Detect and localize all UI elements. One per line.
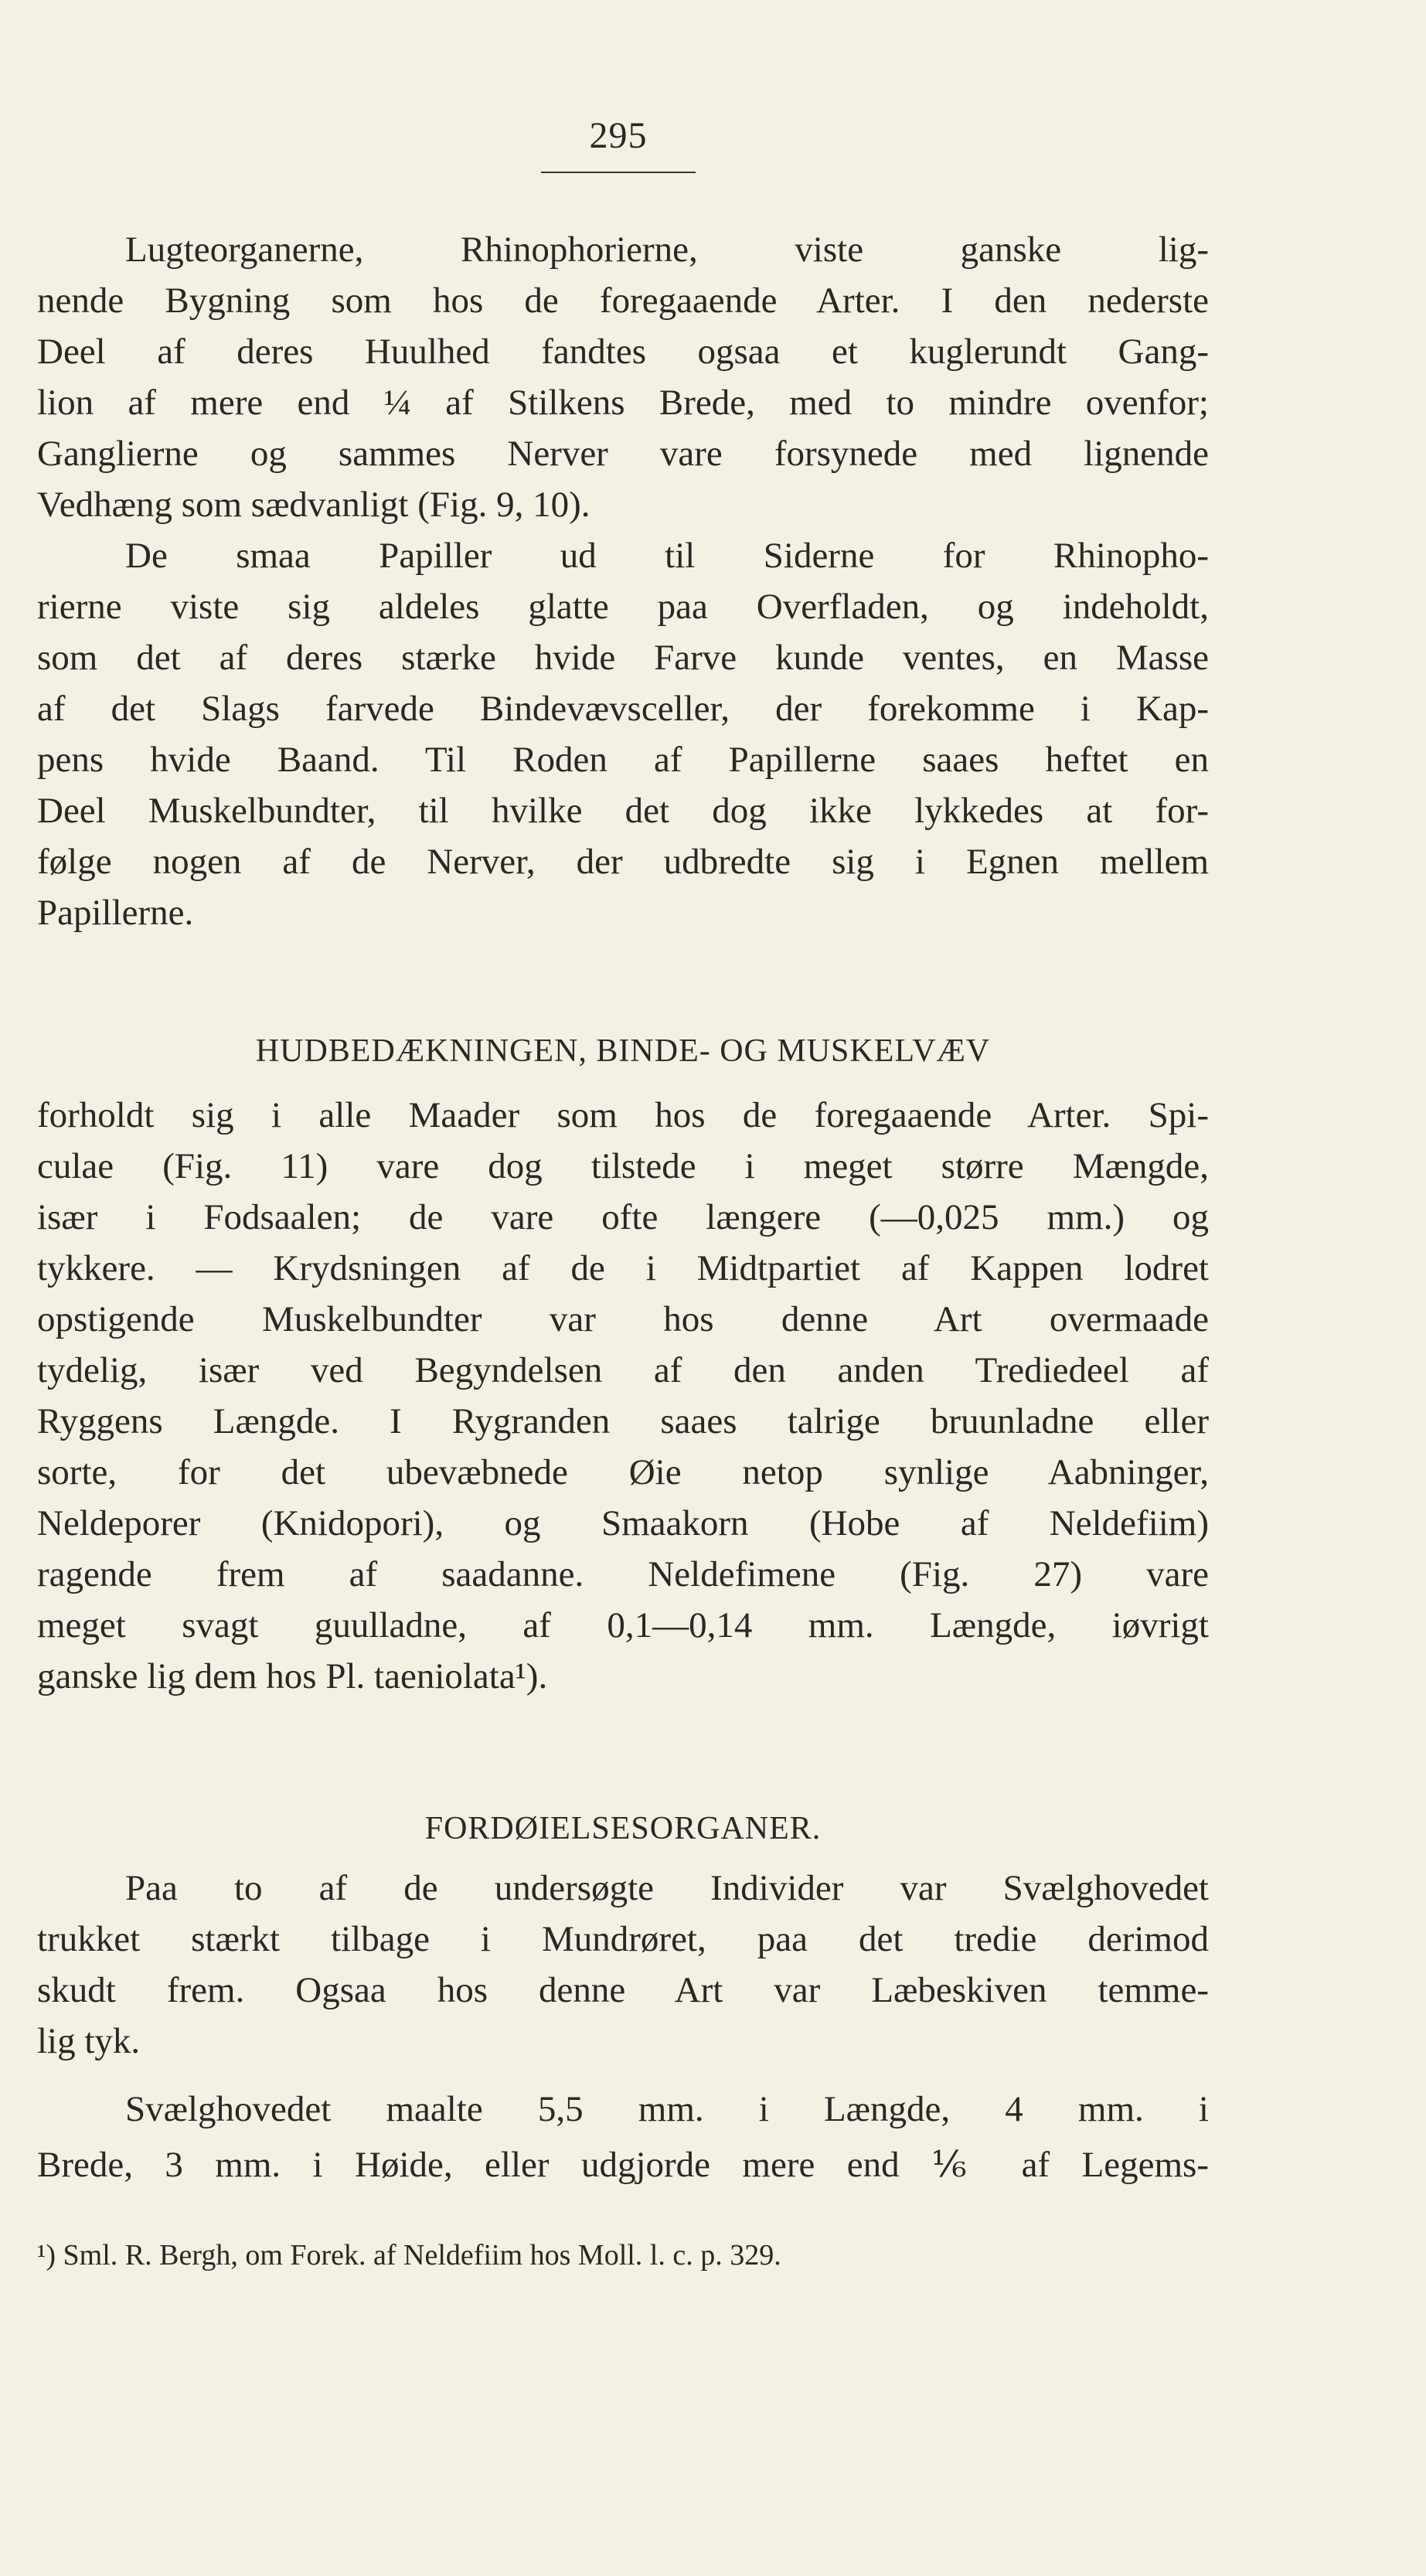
text-line: Lugteorganerne, Rhinophorierne, viste ganske lig-	[125, 230, 1209, 270]
text-line: lion af mere end ¼ af Stilkens Brede, med to mindre ovenfor;	[37, 383, 1209, 423]
text-line: meget svagt guulladne, af 0,1—0,14 mm. Længde, iøvrigt	[37, 1605, 1209, 1645]
footnote: ¹) Sml. R. Bergh, om Forek. af Neldefiim hos Moll. l. c. p. 329.	[37, 2239, 781, 2271]
text-line: tydelig, især ved Begyndelsen af den anden Trediedeel af	[37, 1350, 1209, 1390]
text-line: ragende frem af saadanne. Neldefimene (Fig. 27) vare	[37, 1554, 1209, 1594]
text-line: sorte, for det ubevæbnede Øie netop synlige Aabninger,	[37, 1452, 1209, 1492]
text-line: Vedhæng som sædvanligt (Fig. 9, 10).	[37, 485, 590, 525]
text-line: Neldeporer (Knidopori), og Smaakorn (Hobe af Neldefiim)	[37, 1503, 1209, 1543]
text-line: Brede, 3 mm. i Høide, eller udgjorde mere end ⅙ af Legems-	[37, 2145, 1209, 2185]
section-heading: HUDBEDÆKNINGEN, BINDE- OG MUSKELVÆV	[255, 1033, 991, 1069]
text-line: Paa to af de undersøgte Individer var Svælghovedet	[125, 1868, 1209, 1908]
section-heading: FORDØIELSESORGANER.	[424, 1811, 822, 1846]
text-line: trukket stærkt tilbage i Mundrøret, paa det tredie derimod	[37, 1919, 1209, 1959]
text-line: rierne viste sig aldeles glatte paa Overfladen, og indeholdt,	[37, 587, 1209, 627]
text-line: Deel Muskelbundter, til hvilke det dog ikke lykkedes at for-	[37, 791, 1209, 831]
text-line: Deel af deres Huulhed fandtes ogsaa et kuglerundt Gang-	[37, 332, 1209, 372]
text-line: tykkere. — Krydsningen af de i Midtpartiet af Kappen lodret	[37, 1248, 1209, 1288]
text-line: ganske lig dem hos Pl. taeniolata¹).	[37, 1656, 548, 1696]
text-line: Papillerne.	[37, 893, 194, 933]
text-line: af det Slags farvede Bindevævsceller, der forekomme i Kap-	[37, 689, 1209, 729]
text-line: især i Fodsaalen; de vare ofte længere (—0,025 mm.) og	[37, 1197, 1209, 1237]
text-line: De smaa Papiller ud til Siderne for Rhinopho-	[125, 536, 1209, 576]
page-number: 295	[589, 115, 648, 156]
text-line: Svælghovedet maalte 5,5 mm. i Længde, 4 mm. i	[125, 2089, 1209, 2129]
text-line: opstigende Muskelbundter var hos denne Art overmaade	[37, 1299, 1209, 1339]
text-line: nende Bygning som hos de foregaaende Arter. I den nederste	[37, 281, 1209, 321]
text-line: culae (Fig. 11) vare dog tilstede i meget større Mængde,	[37, 1146, 1209, 1186]
text-line: Ryggens Længde. I Rygranden saaes talrige bruunladne eller	[37, 1401, 1209, 1441]
text-line: skudt frem. Ogsaa hos denne Art var Læbeskiven temme-	[37, 1970, 1209, 2010]
page-number-rule	[541, 172, 696, 173]
text-line: Ganglierne og sammes Nerver vare forsynede med lignende	[37, 434, 1209, 474]
text-line: lig tyk.	[37, 2021, 141, 2061]
text-line: følge nogen af de Nerver, der udbredte sig i Egnen mellem	[37, 842, 1209, 882]
text-line: forholdt sig i alle Maader som hos de foregaaende Arter. Spi-	[37, 1095, 1209, 1135]
text-line: pens hvide Baand. Til Roden af Papillerne saaes heftet en	[37, 740, 1209, 780]
text-line: som det af deres stærke hvide Farve kunde ventes, en Masse	[37, 638, 1209, 678]
